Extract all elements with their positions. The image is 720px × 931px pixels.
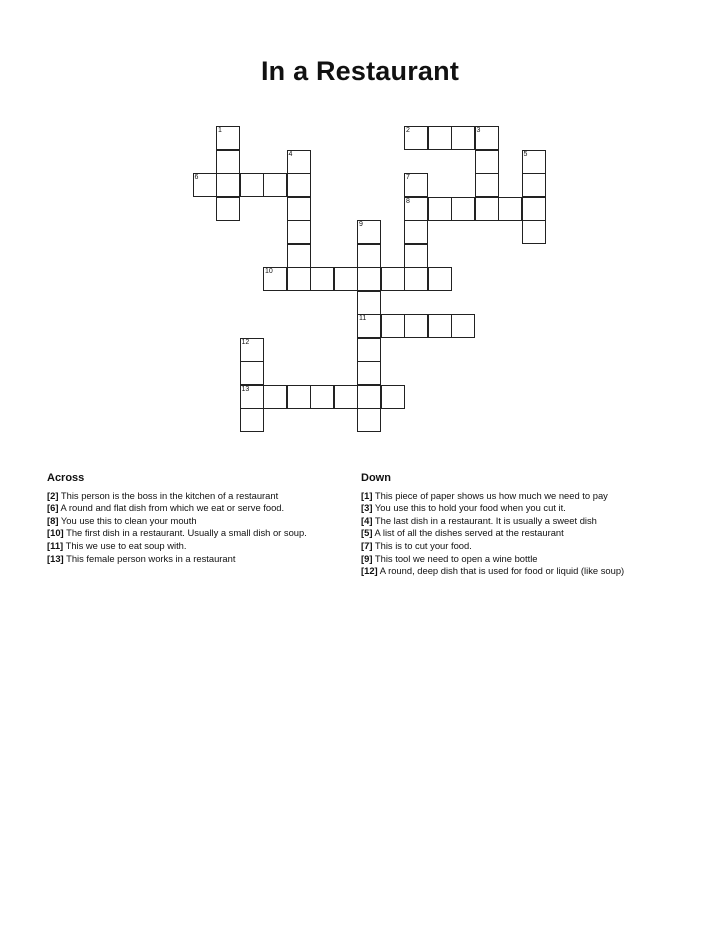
grid-cell[interactable] [451, 126, 475, 150]
grid-cell[interactable] [240, 338, 264, 362]
grid-cell[interactable] [404, 173, 428, 197]
grid-cell[interactable] [357, 244, 381, 268]
grid-cell[interactable] [475, 173, 499, 197]
clue-item-number: [4] [361, 514, 373, 526]
clue-number: 11 [359, 315, 367, 322]
grid-cell[interactable] [498, 197, 522, 221]
grid-cell[interactable] [404, 267, 428, 291]
down-clue-list [361, 490, 661, 578]
clue-item [361, 527, 661, 540]
grid-cell[interactable] [357, 385, 381, 409]
clue-item-text: You use this to clean your mouth [58, 514, 197, 526]
grid-cell[interactable] [216, 197, 240, 221]
grid-cell[interactable] [428, 126, 452, 150]
clue-item-number: [6] [47, 502, 59, 514]
grid-cell[interactable] [404, 197, 428, 221]
grid-cell[interactable] [451, 197, 475, 221]
clue-number: 12 [241, 338, 250, 346]
clue-item [47, 527, 357, 540]
clue-item-number: [5] [361, 527, 373, 539]
grid-cell[interactable] [240, 173, 264, 197]
clue-number: 1 [218, 127, 222, 134]
grid-cell[interactable] [428, 197, 452, 221]
grid-cell[interactable] [428, 314, 452, 338]
clue-item [361, 502, 661, 515]
grid-cell[interactable] [522, 150, 546, 174]
grid-cell[interactable] [357, 408, 381, 432]
grid-cell[interactable] [240, 385, 264, 409]
clue-item [361, 515, 661, 528]
grid-cell[interactable] [310, 267, 334, 291]
clue-item [47, 502, 357, 515]
grid-cell[interactable] [404, 314, 428, 338]
across-clue-list [47, 490, 357, 566]
down-heading: Down [361, 472, 391, 484]
grid-cell[interactable] [428, 267, 452, 291]
clue-item-number: [9] [361, 552, 373, 564]
grid-cell[interactable] [357, 291, 381, 315]
grid-cell[interactable] [310, 385, 334, 409]
clue-item-text: This tool we need to open a wine bottle [372, 552, 538, 564]
clue-item-number: [10] [47, 527, 64, 539]
clue-item [361, 553, 661, 566]
clue-number: 13 [241, 385, 250, 393]
clue-item [47, 515, 357, 528]
grid-cell[interactable] [357, 220, 381, 244]
clue-item [361, 565, 661, 578]
clue-item-number: [13] [47, 552, 64, 564]
grid-cell[interactable] [216, 126, 240, 150]
clue-number: 8 [406, 197, 410, 205]
clue-item-text: The first dish in a restaurant. Usually a small dish or soup. [63, 527, 307, 539]
puzzle-title: In a Restaurant [260, 56, 460, 86]
across-heading: Across [47, 472, 85, 484]
clue-item-number: [3] [361, 502, 373, 514]
clue-item-text: A list of all the dishes served at the restaurant [372, 527, 564, 539]
clue-number: 4 [288, 150, 293, 158]
clue-item-text: A round and flat dish from which we eat or serve food. [58, 502, 285, 514]
grid-cell[interactable] [475, 197, 499, 221]
grid-cell[interactable] [240, 361, 264, 385]
down-clues [361, 472, 661, 578]
grid-cell[interactable] [263, 267, 287, 291]
clue-number: 9 [359, 221, 363, 228]
clue-item-text: This we use to eat soup with. [63, 539, 187, 551]
clue-item [47, 490, 357, 503]
grid-cell[interactable] [404, 244, 428, 268]
grid-cell[interactable] [357, 314, 381, 338]
grid-cell[interactable] [381, 267, 405, 291]
clue-item [47, 553, 357, 566]
grid-cell[interactable] [404, 220, 428, 244]
grid-cell[interactable] [381, 314, 405, 338]
grid-cell[interactable] [287, 150, 311, 174]
clue-item [47, 540, 357, 553]
clue-item-text: The last dish in a restaurant. It is usually a sweet dish [372, 514, 597, 526]
clue-number: 6 [194, 174, 199, 181]
grid-cell[interactable] [522, 173, 546, 197]
clue-item [361, 490, 661, 503]
clue-item-text: This female person works in a restaurant [63, 552, 236, 564]
clue-item-number: [7] [361, 539, 373, 551]
clue-item-number: [12] [361, 565, 378, 577]
grid-cell[interactable] [451, 314, 475, 338]
grid-cell[interactable] [287, 244, 311, 268]
grid-cell[interactable] [287, 220, 311, 244]
grid-cell[interactable] [404, 126, 428, 150]
clue-number: 10 [265, 268, 273, 275]
across-clues [47, 472, 357, 565]
clue-number: 5 [523, 150, 528, 158]
grid-cell[interactable] [334, 385, 358, 409]
grid-cell[interactable] [287, 385, 311, 409]
clue-item-number: [8] [47, 514, 59, 526]
clue-item-number: [1] [361, 489, 373, 501]
clue-item-text: You use this to hold your food when you cut it. [372, 502, 566, 514]
clue-number: 3 [476, 127, 481, 134]
clue-item-text: A round, deep dish that is used for food or liquid (like soup) [377, 565, 625, 577]
grid-cell[interactable] [334, 267, 358, 291]
grid-cell[interactable] [357, 267, 381, 291]
grid-cell[interactable] [475, 126, 499, 150]
grid-cell[interactable] [240, 408, 264, 432]
clue-item-number: [11] [47, 539, 64, 551]
grid-cell[interactable] [287, 197, 311, 221]
clue-item-text: This is to cut your food. [372, 539, 472, 551]
grid-cell[interactable] [193, 173, 217, 197]
clue-item-text: This person is the boss in the kitchen of a restaurant [58, 489, 279, 501]
grid-cell[interactable] [287, 173, 311, 197]
grid-cell[interactable] [263, 173, 287, 197]
clue-item [361, 540, 661, 553]
grid-cell[interactable] [216, 173, 240, 197]
grid-cell[interactable] [216, 150, 240, 174]
clue-item-text: This piece of paper shows us how much we need to pay [372, 489, 608, 501]
grid-cell[interactable] [357, 361, 381, 385]
grid-cell[interactable] [522, 220, 546, 244]
grid-cell[interactable] [263, 385, 287, 409]
clue-number: 7 [406, 174, 410, 181]
grid-cell[interactable] [522, 197, 546, 221]
grid-cell[interactable] [287, 267, 311, 291]
clue-number: 2 [406, 127, 410, 134]
grid-cell[interactable] [381, 385, 405, 409]
clue-item-number: [2] [47, 489, 59, 501]
grid-cell[interactable] [357, 338, 381, 362]
grid-cell[interactable] [475, 150, 499, 174]
